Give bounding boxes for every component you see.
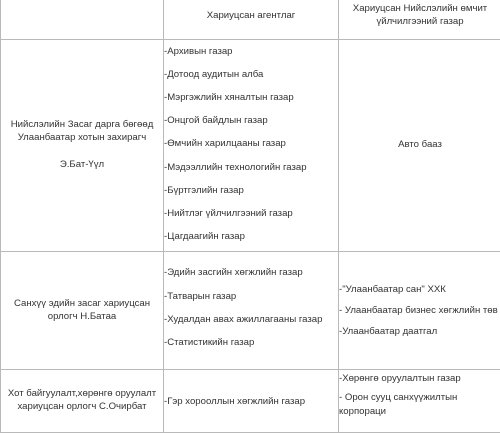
list-item: - Орон сууц санхүүжилтын корпораци <box>339 391 500 419</box>
official-title-line2: орлогч Н.Батаа <box>1 311 163 324</box>
list-item: -Улаанбаатар даатгал <box>339 325 500 339</box>
official-cell <box>1 370 164 433</box>
official-title-line1: Нийслэлийн Засаг дарга бөгөөд <box>1 119 163 132</box>
list-item: -Мэргэжлийн хяналтын газар <box>164 86 338 109</box>
header-cell-services <box>339 0 500 40</box>
agency-list <box>164 261 338 355</box>
agency-list <box>164 40 338 249</box>
list-item: -Статистикийн газар <box>164 331 338 354</box>
table-row <box>1 252 500 370</box>
service-list <box>339 370 500 419</box>
agency-list <box>164 396 338 409</box>
list-item: -Хөрөнгө оруулалтын газар <box>339 370 500 388</box>
services-cell <box>339 252 500 370</box>
header-services-line2: үйлчилгээний газар <box>339 16 500 29</box>
table-row <box>1 370 500 433</box>
list-item: -Нийтлэг үйлчилгээний газар <box>164 202 338 225</box>
list-item: -Мэдээллийн технологийн газар <box>164 156 338 179</box>
header-cell-official <box>1 0 164 40</box>
services-cell <box>339 40 500 252</box>
official-person: Э.Бат-Үүл <box>1 159 163 172</box>
list-item: -Худалдан авах ажиллагааны газар <box>164 308 338 331</box>
list-item: -Дотоод аудитын алба <box>164 63 338 86</box>
table-header-row <box>1 0 500 40</box>
agencies-cell <box>164 370 339 433</box>
service-item: Авто бааз <box>398 139 442 150</box>
table-row <box>1 40 500 252</box>
agencies-cell <box>164 40 339 252</box>
list-item: -Татварын газар <box>164 285 338 308</box>
list-item: -Эдийн засгийн хөгжлийн газар <box>164 261 338 284</box>
official-cell <box>1 252 164 370</box>
agencies-cell <box>164 252 339 370</box>
list-item: -Онцгой байдлын газар <box>164 109 338 132</box>
list-item: - Улаанбаатар бизнес хөгжлийн төв <box>339 304 500 318</box>
header-cell-agencies: Хариуцсан агентлаг <box>164 0 339 40</box>
official-title-line2: хариуцсан орлогч С.Очирбат <box>1 401 163 414</box>
services-cell <box>339 370 500 433</box>
header-services-line1: Хариуцсан Нийслэлийн өмчит <box>339 3 500 16</box>
list-item: -Гэр хорооллын хөгжлийн газар <box>164 396 338 409</box>
list-item: -Өмчийн харилцааны газар <box>164 132 338 155</box>
official-cell <box>1 40 164 252</box>
service-list <box>339 283 500 339</box>
list-item: -"Улаанбаатар сан" ХХК <box>339 283 500 297</box>
list-item: -Архивын газар <box>164 40 338 63</box>
official-title-line2: Улаанбаатар хотын захирагч <box>1 132 163 145</box>
official-title-line1: Хот байгуулалт,хөрөнгө оруулалт <box>1 388 163 401</box>
official-title-line1: Санхүү эдийн засаг хариуцсан <box>1 298 163 311</box>
list-item: -Цагдаагийн газар <box>164 225 338 248</box>
list-item: -Бүртгэлийн газар <box>164 179 338 202</box>
